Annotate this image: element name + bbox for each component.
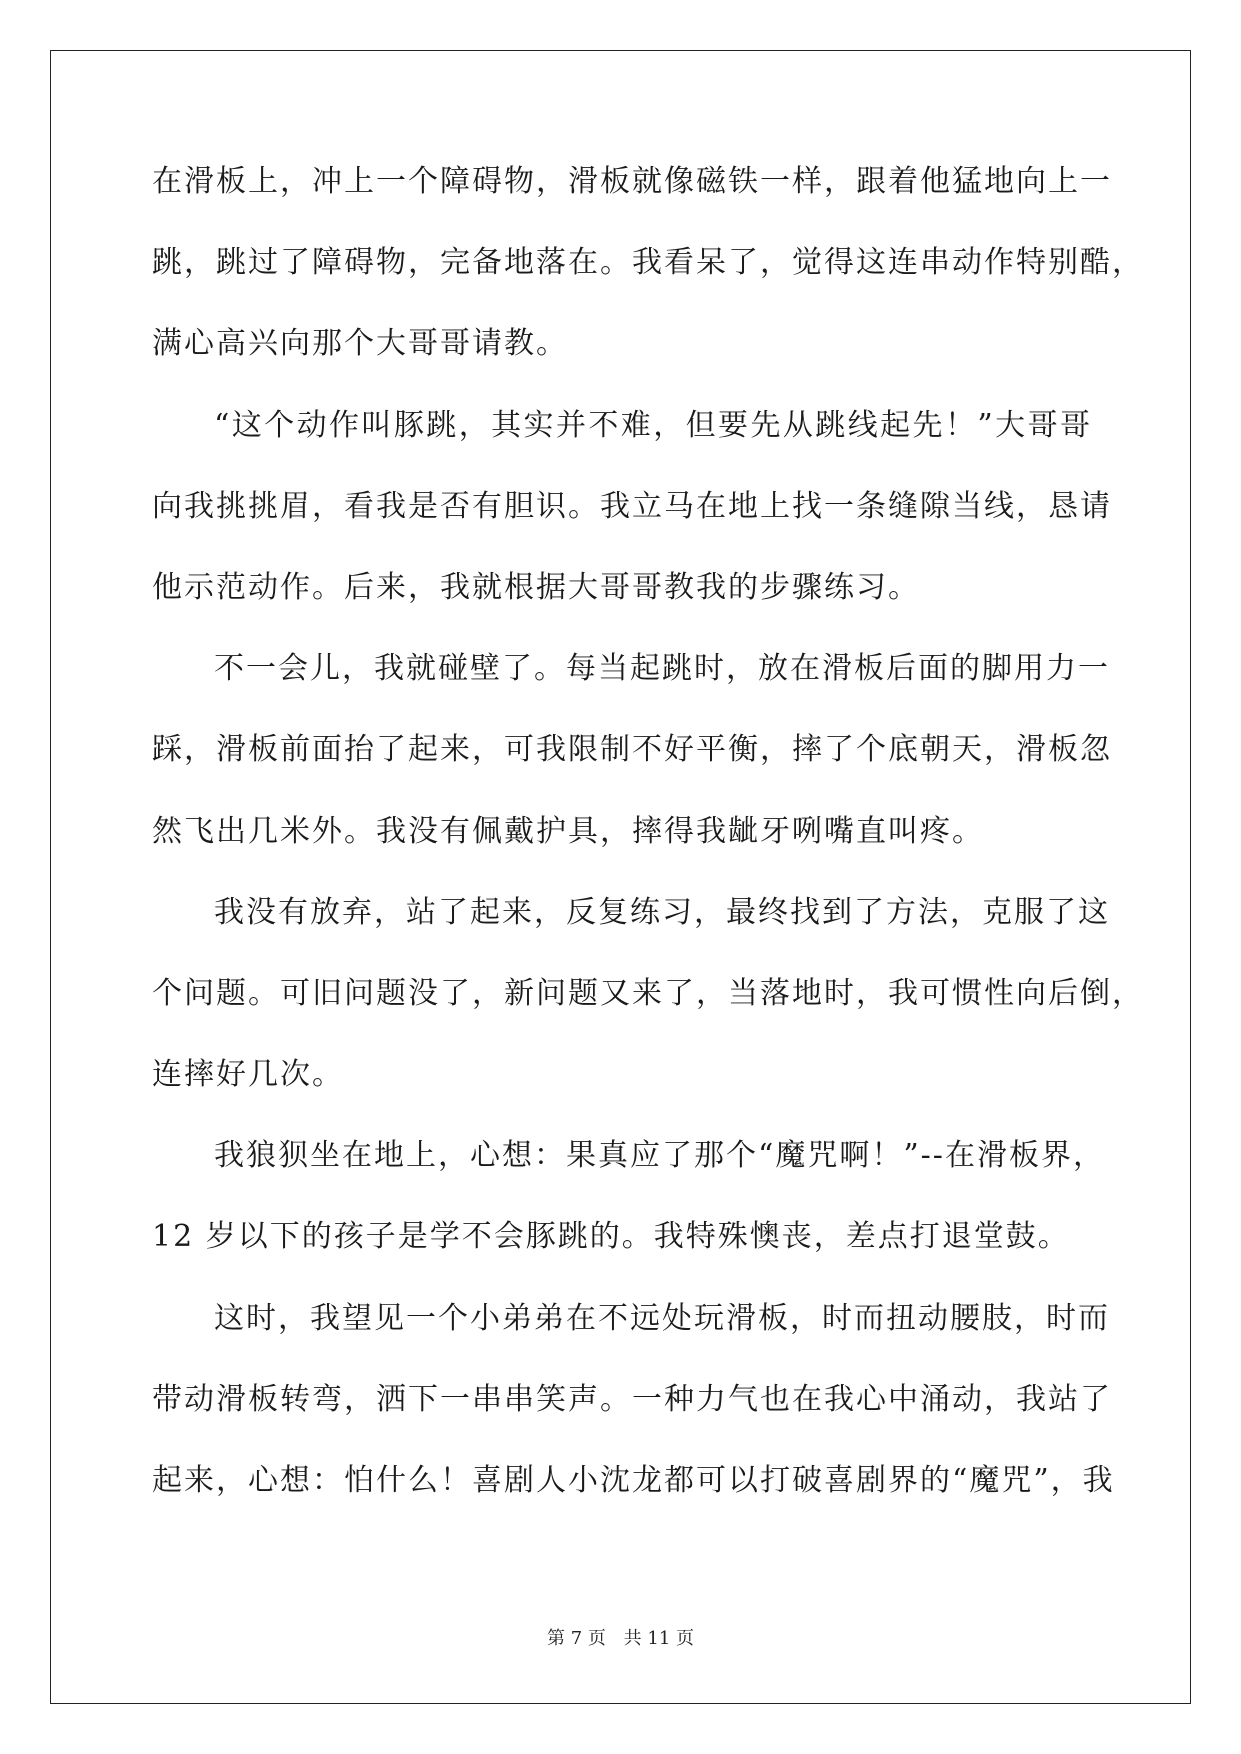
text-line: 12 岁以下的孩子是学不会豚跳的。我特殊懊丧，差点打退堂鼓。 — [152, 1219, 1070, 1255]
text-line: 满心高兴向那个大哥哥请教。 — [152, 326, 568, 362]
page-total: 共 11 页 — [623, 1628, 694, 1649]
text-line: 向我挑挑眉，看我是否有胆识。我立马在地上找一条缝隙当线，恳请 — [152, 488, 1112, 524]
text-line: 然飞出几米外。我没有佩戴护具，摔得我龇牙咧嘴直叫疼。 — [152, 813, 984, 849]
page-footer — [0, 1624, 1241, 1650]
page-number: 第 7 页 — [547, 1628, 606, 1649]
text-line: 他示范动作。后来，我就根据大哥哥教我的步骤练习。 — [152, 569, 920, 605]
text-line: 跳，跳过了障碍物，完备地落在。我看呆了，觉得这连串动作特别酷， — [152, 245, 1144, 281]
text-line: 起来，心想：怕什么！喜剧人小沈龙都可以打破喜剧界的“魔咒”，我 — [152, 1463, 1115, 1498]
text-line: 个问题。可旧问题没了，新问题又来了，当落地时，我可惯性向后倒， — [152, 975, 1144, 1011]
text-line: 不一会儿，我就碰壁了。每当起跳时，放在滑板后面的脚用力一 — [214, 651, 1110, 687]
text-line: 连摔好几次。 — [152, 1057, 344, 1093]
text-line: 我没有放弃，站了起来，反复练习，最终找到了方法，克服了这 — [214, 894, 1110, 930]
text-line: 在滑板上，冲上一个障碍物，滑板就像磁铁一样，跟着他猛地向上一 — [152, 164, 1112, 199]
body-text — [152, 162, 1144, 1542]
text-line: “这个动作叫豚跳，其实并不难，但要先从跳线起先！”大哥哥 — [214, 407, 1092, 443]
text-line: 我狼狈坐在地上，心想：果真应了那个“魔咒啊！”--在滑板界， — [214, 1138, 1105, 1174]
text-line: 带动滑板转弯，洒下一串串笑声。一种力气也在我心中涌动，我站了 — [152, 1381, 1112, 1417]
text-line: 这时，我望见一个小弟弟在不远处玩滑板，时而扭动腰肢，时而 — [214, 1300, 1110, 1336]
text-line: 踩，滑板前面抬了起来，可我限制不好平衡，摔了个底朝天，滑板忽 — [152, 732, 1112, 768]
